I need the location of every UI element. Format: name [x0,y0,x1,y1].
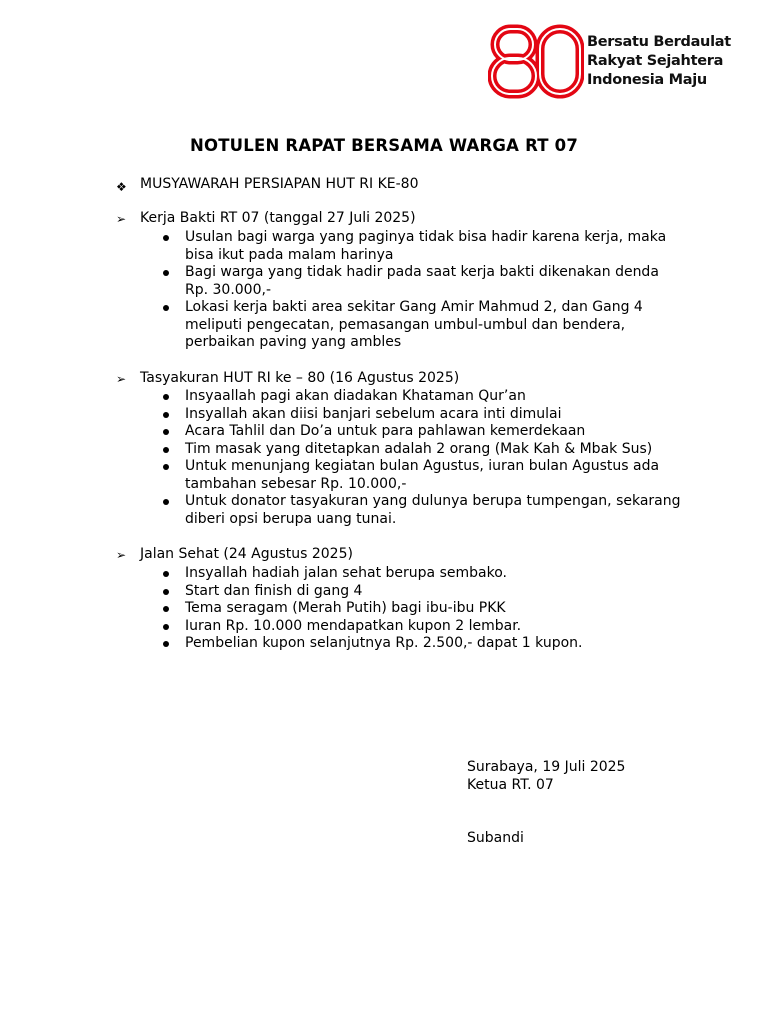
signature-name: Subandi [467,830,524,846]
section-title-tasyakuran: Tasyakuran HUT RI ke – 80 (16 Agustus 2025) [140,370,460,386]
jalan-sehat-list [163,565,683,653]
bullet-dot-icon [163,571,169,577]
list-item: Bagi warga yang tidak hadir pada saat kerja bakti dikenakan denda Rp. 30.000,- [163,264,683,299]
logo-80-mark [488,24,584,100]
meeting-heading: MUSYAWARAH PERSIAPAN HUT RI KE-80 [140,176,419,192]
document-title: NOTULEN RAPAT BERSAMA WARGA RT 07 [189,136,579,155]
kerja-bakti-list [163,229,683,352]
list-item: Acara Tahlil dan Do’a untuk para pahlawan kemerdekaan [163,423,683,441]
signature-place-date: Surabaya, 19 Juli 2025 [467,759,626,775]
bullet-dot-icon [163,447,169,453]
bullet-dot-icon [163,499,169,505]
section-title-kerja-bakti: Kerja Bakti RT 07 (tanggal 27 Juli 2025) [140,210,416,226]
list-item: Usulan bagi warga yang paginya tidak bisa hadir karena kerja, maka bisa ikut pada malam harinya [163,229,683,264]
bullet-dot-icon [163,412,169,418]
diamond-bullet-icon: ❖ [116,180,127,194]
list-item: Insyallah hadiah jalan sehat berupa sembako. [163,565,683,583]
bullet-dot-icon [163,305,169,311]
bullet-dot-icon [163,235,169,241]
signature-role: Ketua RT. 07 [467,777,554,793]
bullet-dot-icon [163,394,169,400]
list-item: Tim masak yang ditetapkan adalah 2 orang (Mak Kah & Mbak Sus) [163,441,683,459]
arrow-bullet-icon: ➢ [116,548,127,562]
bullet-dot-icon [163,589,169,595]
list-item: Iuran Rp. 10.000 mendapatkan kupon 2 lembar. [163,618,683,636]
list-item: Untuk menunjang kegiatan bulan Agustus, iuran bulan Agustus ada tambahan sebesar Rp. 10.000,- [163,458,683,493]
list-item: Insyallah akan diisi banjari sebelum acara inti dimulai [163,406,683,424]
tagline-line-1: Bersatu Berdaulat [587,34,731,50]
bullet-dot-icon [163,641,169,647]
list-item: Untuk donator tasyakuran yang dulunya berupa tumpengan, sekarang diberi opsi berupa uang tunai. [163,493,683,528]
bullet-dot-icon [163,270,169,276]
list-item: Insyaallah pagi akan diadakan Khataman Qur’an [163,388,683,406]
logo-tagline [587,33,731,90]
tagline-line-3: Indonesia Maju [587,72,707,88]
list-item: Start dan finish di gang 4 [163,583,683,601]
section-title-jalan-sehat: Jalan Sehat (24 Agustus 2025) [140,546,353,562]
list-item: Tema seragam (Merah Putih) bagi ibu-ibu PKK [163,600,683,618]
bullet-dot-icon [163,464,169,470]
arrow-bullet-icon: ➢ [116,212,127,226]
list-item: Pembelian kupon selanjutnya Rp. 2.500,- dapat 1 kupon. [163,635,683,653]
tasyakuran-list [163,388,683,528]
bullet-dot-icon [163,624,169,630]
bullet-dot-icon [163,606,169,612]
arrow-bullet-icon: ➢ [116,372,127,386]
bullet-dot-icon [163,429,169,435]
hut-ri-80-logo [488,24,738,100]
list-item: Lokasi kerja bakti area sekitar Gang Amir Mahmud 2, dan Gang 4 meliputi pengecatan, pemasangan umbul-umbul dan bendera, perbaikan paving yang ambles [163,299,683,352]
tagline-line-2: Rakyat Sejahtera [587,53,724,69]
